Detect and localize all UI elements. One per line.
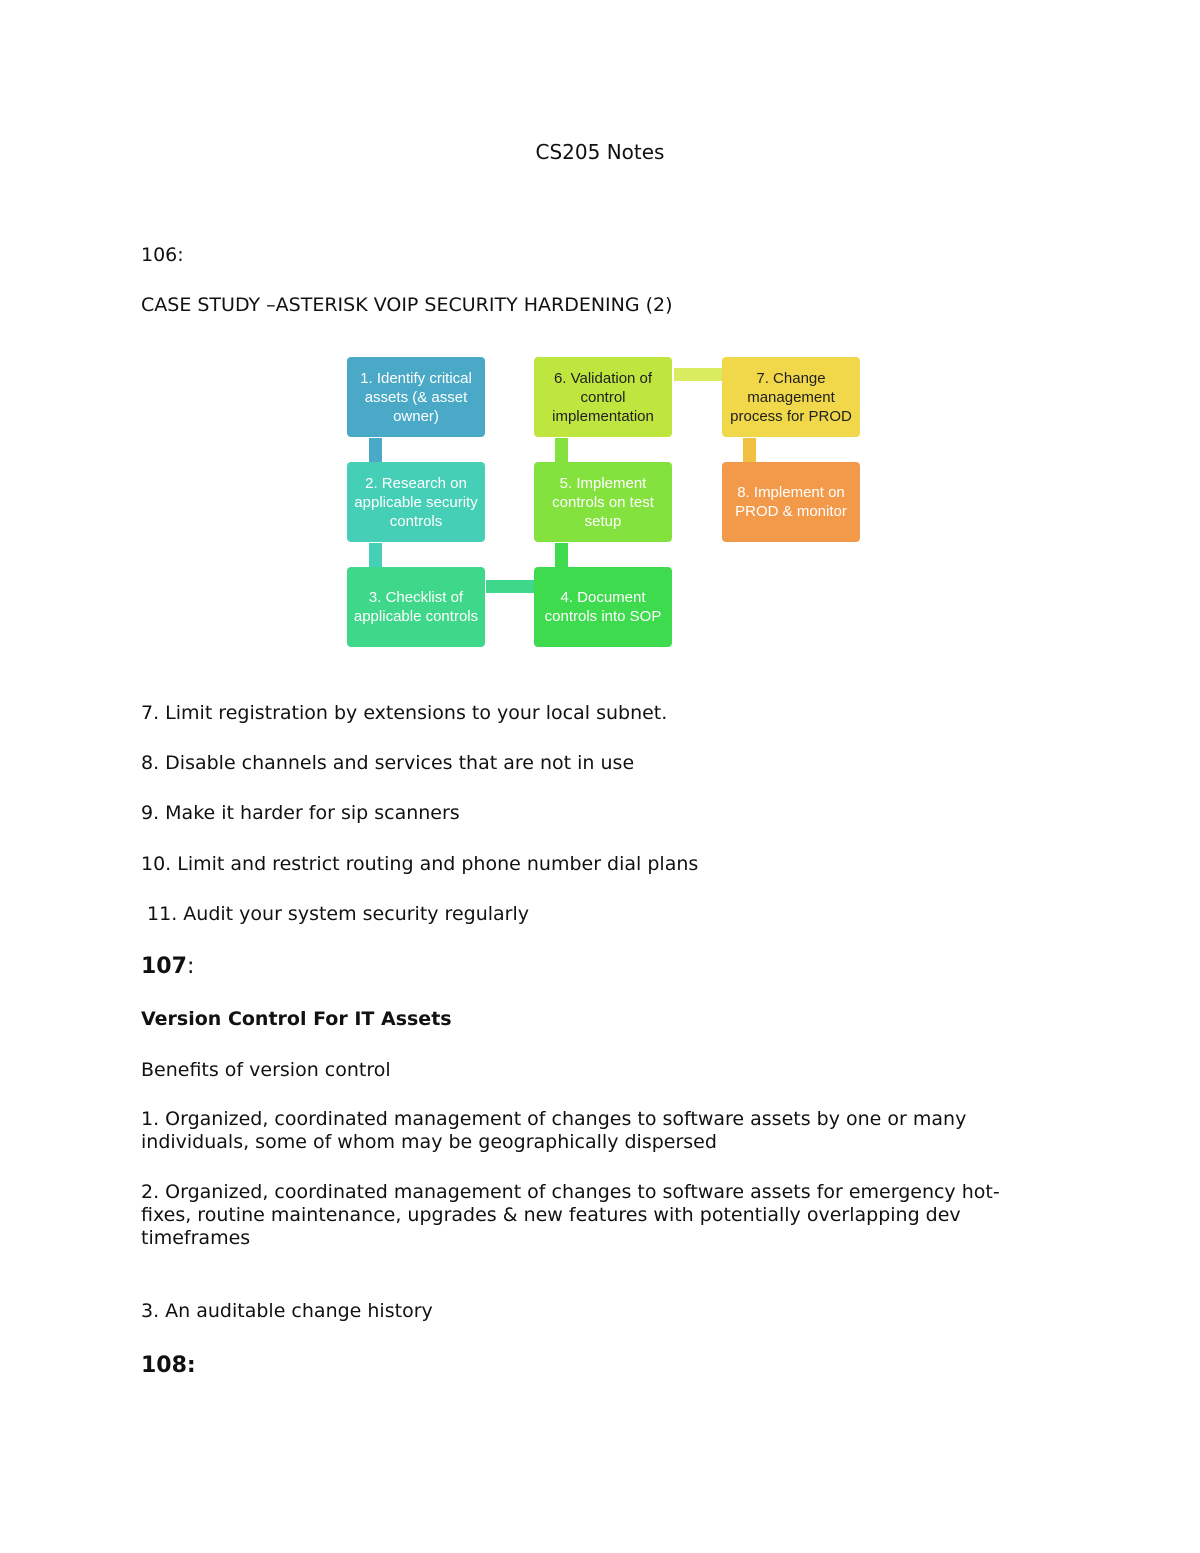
- connector-6-7: [674, 368, 723, 381]
- item-106-10: 10. Limit and restrict routing and phone number dial plans: [141, 853, 699, 875]
- step-7-label: 7. Change management process for PROD: [730, 369, 852, 425]
- page-title: CS205 Notes: [535, 140, 665, 164]
- step-4-label: 4. Document controls into SOP: [544, 589, 662, 625]
- benefit-2: 2. Organized, coordinated management of changes to software assets for emergency hot-fixes, routine maintenance, upgrades & new features with potentially overlapping dev timeframes: [141, 1181, 1000, 1249]
- step-3-box: [347, 567, 485, 647]
- section-106-heading: 106:: [141, 244, 184, 266]
- benefit-1: 1. Organized, coordinated management of changes to software assets by one or many individuals, some of whom may be geographically dispersed: [141, 1108, 967, 1153]
- item-106-11: 11. Audit your system security regularly: [141, 903, 529, 925]
- step-7-box: [722, 357, 860, 437]
- step-8-label: 8. Implement on PROD & monitor: [735, 484, 847, 520]
- step-2-box: [347, 462, 485, 542]
- case-study-heading: CASE STUDY –ASTERISK VOIP SECURITY HARDENING (2): [141, 294, 673, 316]
- step-5-box: [534, 462, 672, 542]
- step-5-label: 5. Implement controls on test setup: [552, 474, 654, 530]
- security-hardening-diagram: [330, 345, 875, 665]
- step-3-label: 3. Checklist of applicable controls: [353, 589, 479, 625]
- section-107-colon: :: [186, 954, 195, 979]
- connector-4-5: [555, 543, 568, 568]
- section-107-heading: [141, 955, 194, 978]
- benefits-label: Benefits of version control: [141, 1059, 391, 1081]
- benefit-3: 3. An auditable change history: [141, 1300, 433, 1322]
- connector-1-2: [369, 438, 382, 463]
- item-106-9: 9. Make it harder for sip scanners: [141, 802, 460, 824]
- connector-2-3: [369, 543, 382, 568]
- step-8-box: [722, 462, 860, 542]
- section-107-number: 107: [141, 954, 187, 979]
- connector-5-6: [555, 438, 568, 463]
- step-6-box: [534, 357, 672, 437]
- step-2-label: 2. Research on applicable security controls: [354, 474, 478, 530]
- step-6-label: 6. Validation of control implementation: [552, 369, 654, 425]
- step-1-box: [347, 357, 485, 437]
- connector-7-8: [743, 438, 756, 463]
- item-106-8: 8. Disable channels and services that are not in use: [141, 752, 635, 774]
- step-1-label: 1. Identify critical assets (& asset owner): [360, 369, 472, 425]
- section-108-heading: 108:: [141, 1353, 196, 1378]
- section-107-subheading: Version Control For IT Assets: [141, 1008, 452, 1030]
- step-4-box: [534, 567, 672, 647]
- connector-3-4: [486, 580, 535, 593]
- item-106-7: 7. Limit registration by extensions to your local subnet.: [141, 702, 668, 724]
